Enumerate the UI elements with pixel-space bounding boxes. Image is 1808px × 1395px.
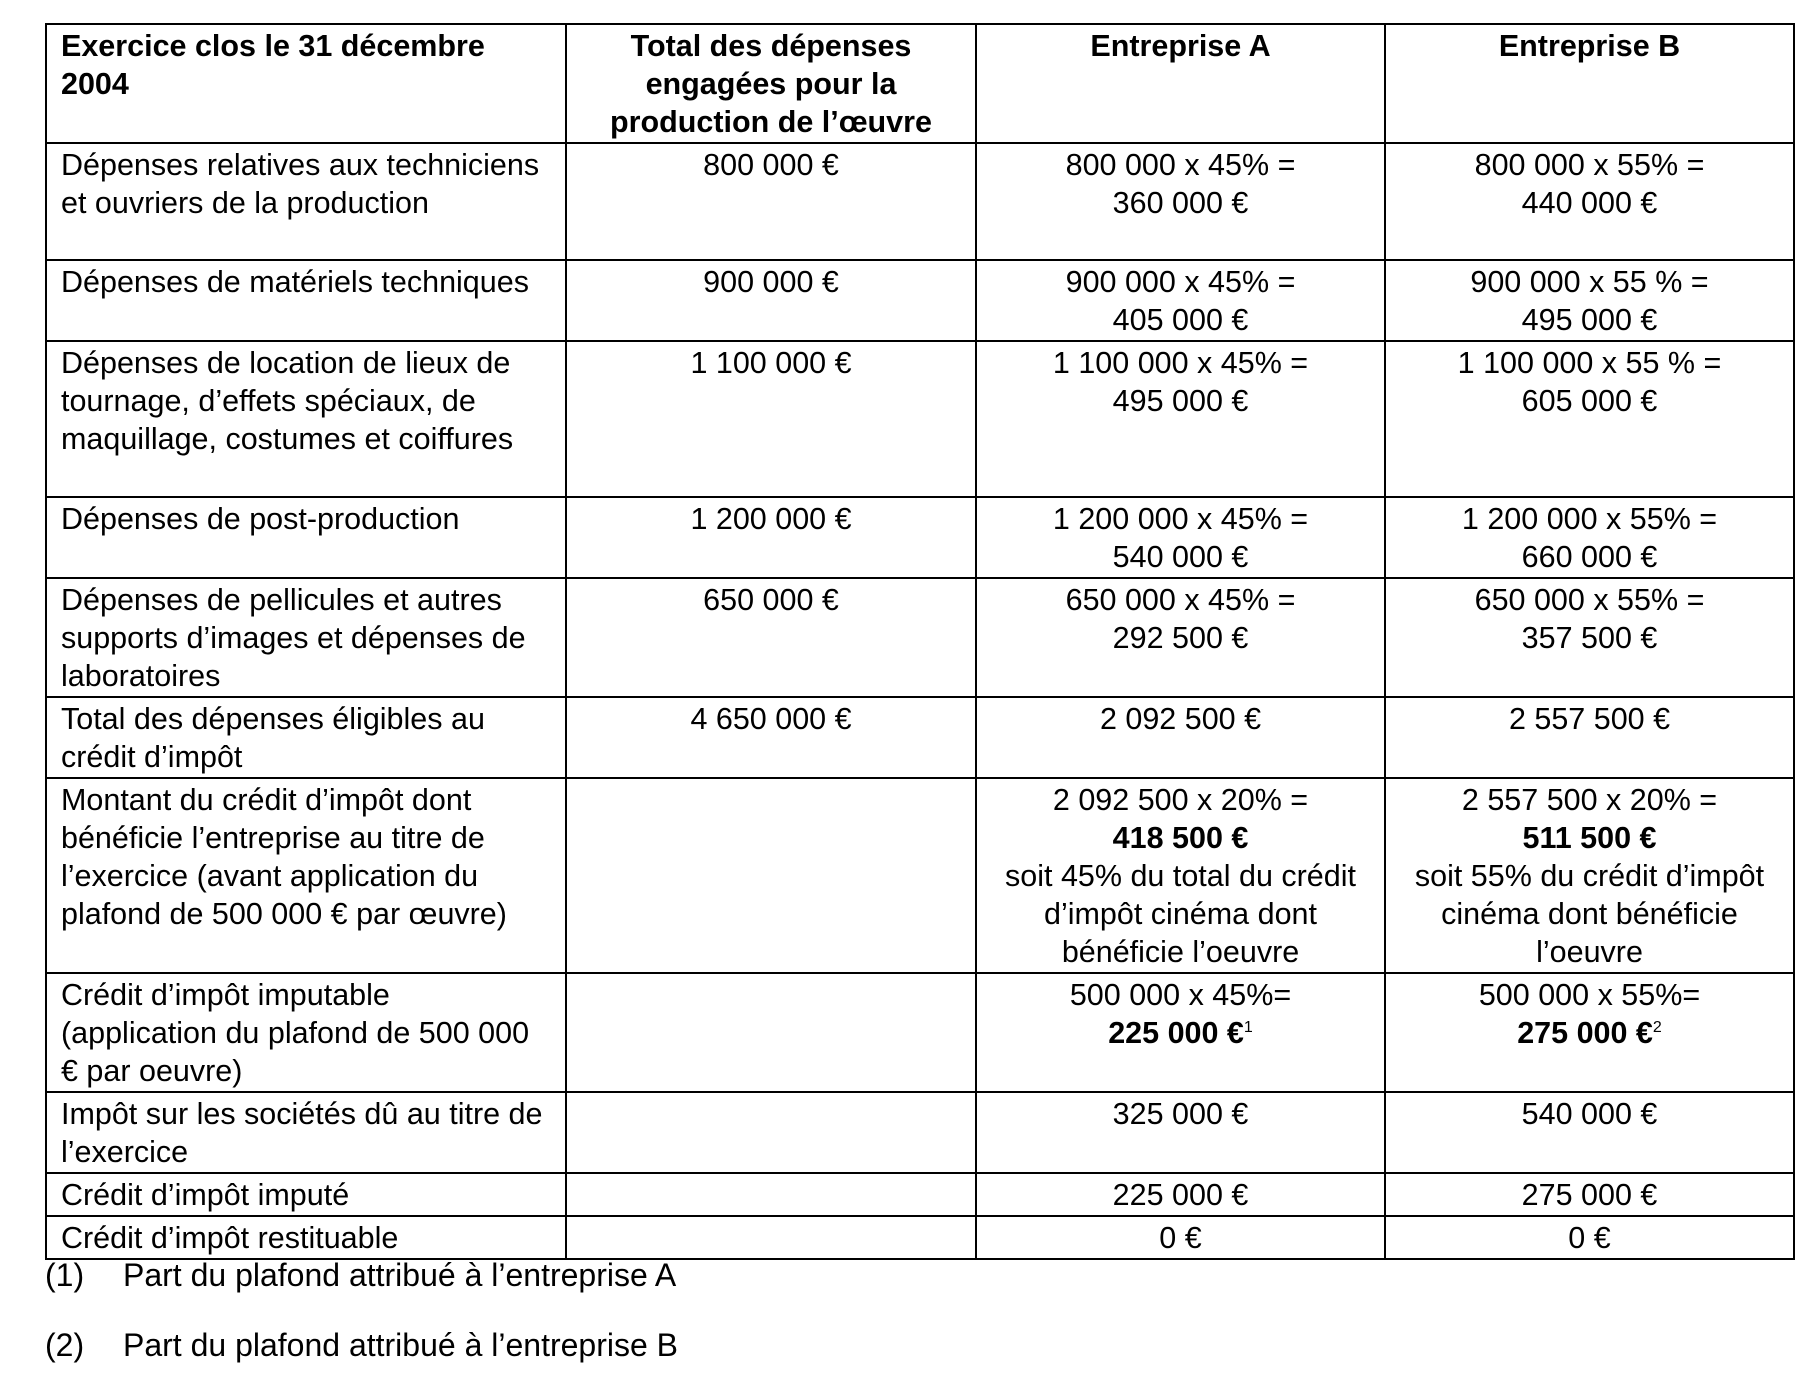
note-line: soit 55% du crédit d’impôt cinéma dont bénéficie l’oeuvre — [1414, 859, 1765, 969]
total-cell: 4 650 000 € — [566, 697, 976, 778]
calc-line: 650 000 x 45% = — [1065, 583, 1296, 617]
table-row-credit-imputed — [46, 1173, 1794, 1216]
table-row — [46, 143, 1794, 260]
row-label: Dépenses de pellicules et autres supports d’images et dépenses de laboratoires — [46, 578, 566, 697]
company-a-cell — [976, 778, 1385, 973]
amount-line: 660 000 € — [1521, 540, 1658, 574]
amount-line: 495 000 € — [1521, 303, 1658, 337]
total-cell — [566, 778, 976, 973]
calc-line: 900 000 x 45% = — [1065, 265, 1296, 299]
total-cell — [566, 973, 976, 1092]
total-cell — [566, 1216, 976, 1259]
company-a-cell — [976, 143, 1385, 260]
company-a-cell — [976, 260, 1385, 341]
company-a-cell — [976, 973, 1385, 1092]
company-b-cell — [1385, 578, 1794, 697]
table-row — [46, 260, 1794, 341]
total-cell — [566, 1173, 976, 1216]
footnotes — [45, 1255, 678, 1395]
table-row-credit-refundable — [46, 1216, 1794, 1259]
row-label: Crédit d’impôt imputable (application du plafond de 500 000 € par oeuvre) — [46, 973, 566, 1092]
company-b-cell: 540 000 € — [1385, 1092, 1794, 1173]
header-row — [46, 24, 1794, 143]
total-cell: 1 100 000 € — [566, 341, 976, 497]
table-row-credit-amount — [46, 778, 1794, 973]
header-exercise: Exercice clos le 31 décembre 2004 — [46, 24, 566, 143]
row-label: Montant du crédit d’impôt dont bénéficie l’entreprise au titre de l’exercice (avant application du plafond de 500 000 € par œuvre) — [46, 778, 566, 973]
calc-line: 2 092 500 x 20% = — [1052, 783, 1309, 817]
amount-line: 405 000 € — [1112, 303, 1249, 337]
footnote-text: Part du plafond attribué à l’entreprise B — [123, 1327, 678, 1363]
row-label: Crédit d’impôt restituable — [46, 1216, 566, 1259]
company-a-cell: 325 000 € — [976, 1092, 1385, 1173]
calc-line: 2 557 500 x 20% = — [1461, 783, 1718, 817]
company-b-cell — [1385, 341, 1794, 497]
company-a-cell — [976, 341, 1385, 497]
total-cell: 1 200 000 € — [566, 497, 976, 578]
calc-line: 650 000 x 55% = — [1474, 583, 1705, 617]
footnote — [45, 1325, 678, 1365]
footnote-text: Part du plafond attribué à l’entreprise A — [123, 1257, 677, 1293]
company-b-cell — [1385, 778, 1794, 973]
table-row-tax-due — [46, 1092, 1794, 1173]
table-row — [46, 578, 1794, 697]
amount-line: 540 000 € — [1112, 540, 1249, 574]
calc-line: 800 000 x 55% = — [1474, 148, 1705, 182]
company-a-cell: 0 € — [976, 1216, 1385, 1259]
header-total-expenses: Total des dépenses engagées pour la production de l’œuvre — [566, 24, 976, 143]
amount-line: 292 500 € — [1112, 621, 1249, 655]
row-label: Total des dépenses éligibles au crédit d’impôt — [46, 697, 566, 778]
calc-line: 500 000 x 45%= — [1069, 978, 1292, 1012]
calc-line: 500 000 x 55%= — [1478, 978, 1701, 1012]
amount-value: 275 000 € — [1517, 1016, 1653, 1050]
row-label: Impôt sur les sociétés dû au titre de l’exercice — [46, 1092, 566, 1173]
total-cell: 900 000 € — [566, 260, 976, 341]
company-b-cell — [1385, 143, 1794, 260]
company-b-cell — [1385, 260, 1794, 341]
company-a-cell: 225 000 € — [976, 1173, 1385, 1216]
header-company-a: Entreprise A — [976, 24, 1385, 143]
calc-line: 800 000 x 45% = — [1065, 148, 1296, 182]
company-b-cell: 275 000 € — [1385, 1173, 1794, 1216]
amount-line: 360 000 € — [1112, 186, 1249, 220]
calc-line: 1 100 000 x 55 % = — [1457, 346, 1722, 380]
footnote-marker: (1) — [45, 1257, 85, 1293]
company-b-cell: 2 557 500 € — [1385, 697, 1794, 778]
company-b-cell: 0 € — [1385, 1216, 1794, 1259]
calc-line: 1 200 000 x 45% = — [1052, 502, 1309, 536]
company-a-cell — [976, 497, 1385, 578]
total-cell — [566, 1092, 976, 1173]
company-b-cell — [1385, 497, 1794, 578]
row-label: Crédit d’impôt imputé — [46, 1173, 566, 1216]
footnote-marker: (2) — [45, 1327, 85, 1363]
total-cell: 800 000 € — [566, 143, 976, 260]
company-a-cell — [976, 578, 1385, 697]
company-a-cell: 2 092 500 € — [976, 697, 1385, 778]
calc-line: 1 100 000 x 45% = — [1052, 346, 1309, 380]
header-company-b: Entreprise B — [1385, 24, 1794, 143]
amount-line: 440 000 € — [1521, 186, 1658, 220]
amount-line: 511 500 € — [1522, 821, 1657, 855]
calc-line: 1 200 000 x 55% = — [1461, 502, 1718, 536]
footnote-ref: 1 — [1243, 1018, 1253, 1036]
table-row-total-eligible — [46, 697, 1794, 778]
amount-value: 225 000 € — [1108, 1016, 1244, 1050]
amount-line: 605 000 € — [1521, 384, 1658, 418]
amount-line: 357 500 € — [1521, 621, 1658, 655]
calc-line: 900 000 x 55 % = — [1470, 265, 1709, 299]
table-row — [46, 497, 1794, 578]
row-label: Dépenses de location de lieux de tournage, d’effets spéciaux, de maquillage, costumes et coiffures — [46, 341, 566, 497]
row-label: Dépenses de matériels techniques — [46, 260, 566, 341]
row-label: Dépenses de post-production — [46, 497, 566, 578]
amount-line: 495 000 € — [1112, 384, 1249, 418]
footnote — [45, 1255, 678, 1295]
total-cell: 650 000 € — [566, 578, 976, 697]
amount-line: 418 500 € — [1112, 821, 1249, 855]
footnote-ref: 2 — [1652, 1018, 1662, 1036]
row-label: Dépenses relatives aux techniciens et ouvriers de la production — [46, 143, 566, 260]
table-row-credit-imputable — [46, 973, 1794, 1092]
table-row — [46, 341, 1794, 497]
note-line: soit 45% du total du crédit d’impôt cinéma dont bénéficie l’oeuvre — [1005, 859, 1356, 969]
company-b-cell — [1385, 973, 1794, 1092]
credit-table — [45, 23, 1795, 1260]
